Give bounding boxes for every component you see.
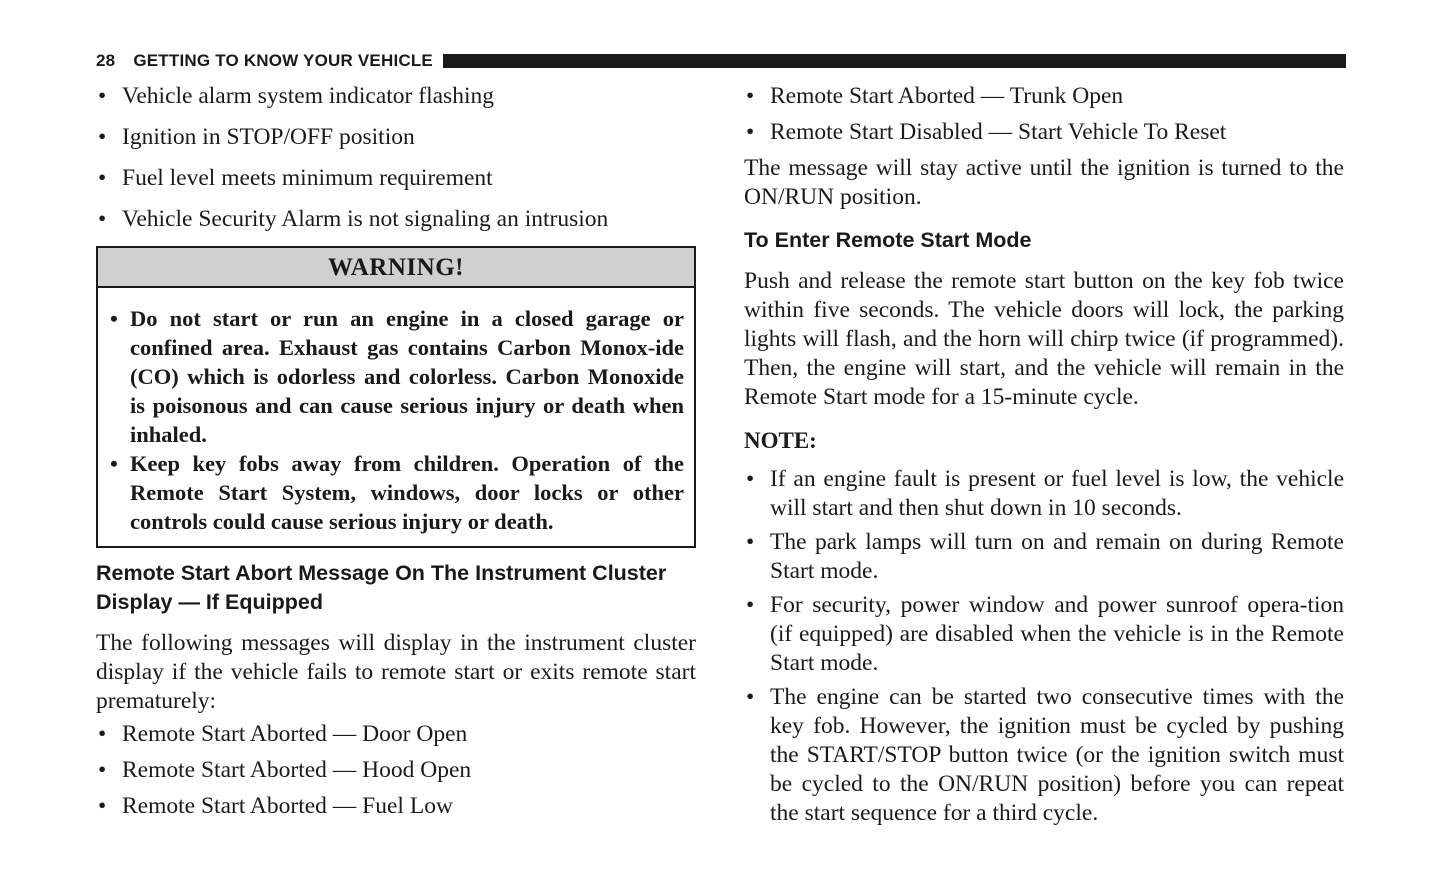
page-number: 28	[96, 51, 116, 70]
abort-intro-paragraph: The following messages will display in the instrument cluster display if the vehicle fails to remote start or exits remote start prematurely:	[96, 630, 696, 714]
list-item: • Remote Start Aborted — Fuel Low	[96, 792, 696, 821]
warning-item: • Do not start or run an engine in a closed garage or confined area. Exhaust gas contains Carbon Monox-ide (CO) which is odorless and colorless. Carbon Monoxide is poisonous and can cause serious injury or death when inhaled.	[110, 304, 684, 449]
list-item: • Vehicle alarm system indicator flashing	[96, 82, 696, 111]
list-item: • For security, power window and power sunroof opera-tion (if equipped) are disabled when the vehicle is in the Remote Start mode.	[744, 591, 1344, 678]
message-note-paragraph: The message will stay active until the ignition is turned to the ON/RUN position.	[744, 155, 1344, 210]
warning-title: WARNING!	[98, 248, 694, 288]
list-item: • Remote Start Disabled — Start Vehicle To Reset	[744, 118, 1344, 147]
header-rule	[443, 54, 1346, 68]
section-title: GETTING TO KNOW YOUR VEHICLE	[133, 51, 433, 70]
list-item: • Remote Start Aborted — Trunk Open	[744, 82, 1344, 111]
note-label: NOTE:	[744, 428, 817, 453]
warning-item: • Keep key fobs away from children. Operation of the Remote Start System, windows, door locks or other controls could cause serious injury or death.	[110, 449, 684, 536]
notes-list	[744, 465, 1344, 828]
list-item: • Ignition in STOP/OFF position	[96, 123, 696, 152]
abort-message-heading: Remote Start Abort Message On The Instrument Cluster Display — If Equipped	[96, 561, 667, 614]
page-header	[96, 50, 1346, 72]
list-item: • Vehicle Security Alarm is not signaling an intrusion	[96, 205, 696, 234]
remote-start-conditions-list	[96, 82, 696, 234]
enter-remote-start-heading: To Enter Remote Start Mode	[744, 228, 1032, 252]
list-item: • The park lamps will turn on and remain on during Remote Start mode.	[744, 528, 1344, 586]
list-item: • Remote Start Aborted — Door Open	[96, 720, 696, 749]
list-item: • Remote Start Aborted — Hood Open	[96, 756, 696, 785]
abort-messages-continued-list	[744, 82, 1344, 147]
warning-list	[98, 288, 694, 546]
enter-remote-start-paragraph: Push and release the remote start button on the key fob twice within five seconds. The vehicle doors will lock, the parking lights will flash, and the horn will chirp twice (if programmed). Then, the engine will start, and the vehicle will remain in the Remote Start mode for a 15-minute cycle.	[744, 268, 1344, 410]
right-column	[744, 82, 1344, 833]
list-item: • If an engine fault is present or fuel level is low, the vehicle will start and then shut down in 10 seconds.	[744, 465, 1344, 523]
left-column	[96, 82, 696, 828]
abort-messages-list	[96, 720, 696, 821]
list-item: • Fuel level meets minimum requirement	[96, 164, 696, 193]
warning-box	[96, 246, 696, 548]
list-item: • The engine can be started two consecutive times with the key fob. However, the ignition must be cycled by pushing the START/STOP button twice (or the ignition switch must be cycled to the ON/RUN position) before you can repeat the start sequence for a third cycle.	[744, 683, 1344, 828]
